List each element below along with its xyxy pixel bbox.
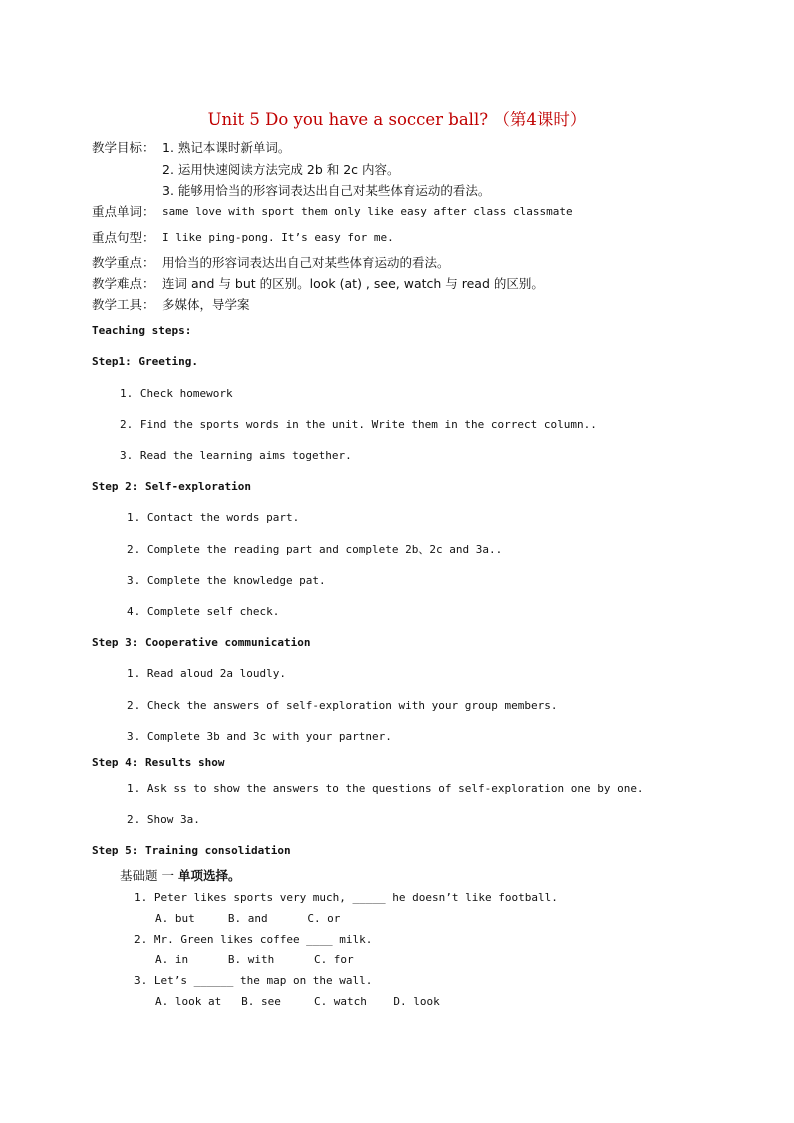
step2-item: 2. Complete the reading part and complete 2b、2c and 3a..	[127, 543, 503, 556]
exercise-options: A. look at B. see C. watch D. look	[155, 995, 440, 1008]
objective-item: 1. 熟记本课时新单词。	[162, 140, 291, 155]
step2-item: 1. Contact the words part.	[127, 511, 300, 524]
exercise-subheading-title: 单项选择。	[177, 868, 241, 883]
key-words-label: 重点单词：	[92, 204, 155, 219]
exercise-question: 2. Mr. Green likes coffee ____ milk.	[134, 933, 373, 946]
exercise-options: A. but B. and C. or	[155, 912, 341, 925]
step4-item: 2. Show 3a.	[127, 813, 200, 826]
step3-item: 1. Read aloud 2a loudly.	[127, 667, 286, 680]
step2-heading: Step 2: Self-exploration	[92, 480, 251, 493]
teaching-steps-heading: Teaching steps:	[92, 324, 192, 337]
step1-heading: Step1: Greeting.	[92, 355, 198, 368]
step1-item: 1. Check homework	[120, 387, 233, 400]
step1-item: 2. Find the sports words in the unit. Write them in the correct column..	[120, 418, 597, 431]
teaching-focus-label: 教学重点：	[92, 255, 155, 270]
step2-item: 4. Complete self check.	[127, 605, 280, 618]
teaching-tools-text: 多媒体，导学案	[162, 297, 250, 312]
step3-heading: Step 3: Cooperative communication	[92, 636, 311, 649]
objectives-label: 教学目标：	[92, 140, 155, 155]
teaching-tools-label: 教学工具：	[92, 297, 155, 312]
step3-item: 3. Complete 3b and 3c with your partner.	[127, 730, 392, 743]
page-title: Unit 5 Do you have a soccer ball? （第4课时）	[207, 110, 587, 129]
teaching-focus-text: 用恰当的形容词表达出自己对某些体育运动的看法。	[162, 255, 450, 270]
teaching-difficulty-text: 连词 and 与 but 的区别。look (at) , see, watch 与 read 的区别。	[162, 276, 544, 291]
key-words-text: same love with sport them only like easy after class classmate	[162, 205, 573, 218]
step4-heading: Step 4: Results show	[92, 756, 225, 769]
step4-item: 1. Ask ss to show the answers to the questions of self-exploration one by one.	[127, 782, 644, 795]
exercise-subheading	[120, 868, 240, 884]
exercise-options: A. in B. with C. for	[155, 953, 354, 966]
teaching-difficulty-label: 教学难点：	[92, 276, 155, 291]
objective-item: 2. 运用快速阅读方法完成 2b 和 2c 内容。	[162, 162, 400, 177]
exercise-question: 1. Peter likes sports very much, _____ he doesn’t like football.	[134, 891, 558, 904]
key-sentences-text: I like ping-pong. It’s easy for me.	[162, 231, 394, 244]
step5-heading: Step 5: Training consolidation	[92, 844, 291, 857]
exercise-question: 3. Let’s ______ the map on the wall.	[134, 974, 373, 987]
objective-item: 3. 能够用恰当的形容词表达出自己对某些体育运动的看法。	[162, 183, 491, 198]
exercise-subheading-prefix: 基础题 一	[120, 868, 178, 883]
step2-item: 3. Complete the knowledge pat.	[127, 574, 326, 587]
step3-item: 2. Check the answers of self-exploration with your group members.	[127, 699, 558, 712]
step1-item: 3. Read the learning aims together.	[120, 449, 352, 462]
key-sentences-label: 重点句型：	[92, 230, 155, 245]
